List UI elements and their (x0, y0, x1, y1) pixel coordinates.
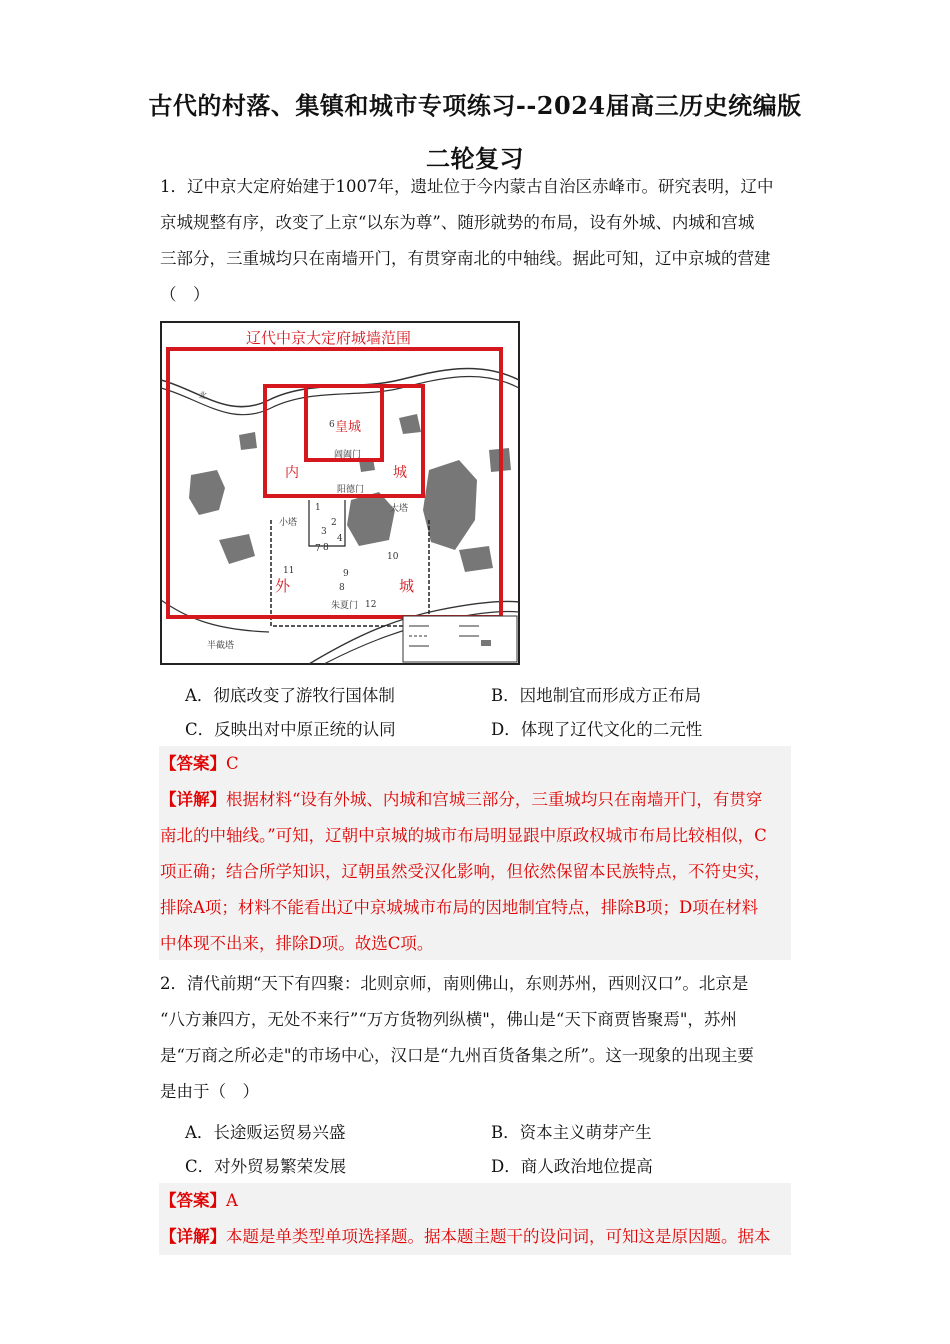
q1-answer-tag: 【答案】 (160, 754, 226, 773)
map-gate-palace: 阊阖门 (334, 450, 362, 460)
q1-option-b[interactable]: B．因地制宜而形成方正布局 (491, 686, 702, 705)
q2-stem (160, 966, 790, 1110)
q2-option-a[interactable]: A．长途贩运贸易兴盛 (185, 1123, 346, 1142)
q1-answer-box (159, 746, 791, 960)
q2-detail (159, 1219, 791, 1255)
q2-option-d[interactable]: D．商人政治地位提高 (491, 1157, 653, 1176)
map-inner-char2: 城 (393, 465, 407, 481)
map-site-number: 8 (339, 583, 345, 593)
q1-detail-line: 南北的中轴线。”可知，辽朝中京城的城市布局明显跟中原政权城市布局比较相似，C (160, 826, 767, 845)
q1-detail-line: 根据材料“设有外城、内城和宫城三部分，三重城均只在南墙开门，有贯穿 (226, 790, 763, 809)
q2-detail-line: 本题是单类型单项选择题。据本题主题干的设问词，可知这是原因题。据本 (226, 1227, 771, 1246)
q1-answer-value: C (226, 754, 239, 773)
map-outer-char1: 外 (275, 577, 291, 595)
q2-answer-box (159, 1183, 791, 1255)
q1-detail-line: 排除A项；材料不能看出辽中京城城市布局的因地制宜特点，排除B项；D项在材料 (160, 898, 759, 917)
q2-stem-line: 是“万商之所必走"的市场中心，汉口是“九州百货备集之所”。这一现象的出现主要 (160, 1046, 754, 1065)
q1-stem-line: 京城规整有序，改变了上京“以东为尊”、随形就势的布局，设有外城、内城和宫城 (160, 213, 755, 232)
map-site-number: 7 (315, 544, 321, 554)
q1-detail-tag: 【详解】 (160, 790, 226, 809)
q1-stem-line: 1．辽中京大定府始建于1007年，遗址位于今内蒙古自治区赤峰市。研究表明，辽中 (160, 177, 774, 196)
document-title-line1: 古代的村落、集镇和城市专项练习--2024届高三历史统编版 (148, 91, 802, 120)
document-title-line2: 二轮复习 (426, 144, 524, 173)
q2-answer-value: A (226, 1191, 238, 1210)
q1-detail-line: 中体现不出来，排除D项。故选C项。 (160, 934, 434, 953)
map-site-number: 11 (283, 566, 295, 576)
map-site-number: 6 (329, 420, 335, 430)
q2-stem-line: 是由于（ ） (160, 1082, 259, 1101)
map-site-number: 12 (365, 600, 377, 610)
map-outer-label: 辽代中京大定府城墙范围 (246, 329, 412, 347)
map-inner-char1: 内 (285, 465, 299, 481)
q1-stem-line: （ ） (160, 285, 210, 304)
q2-option-b[interactable]: B．资本主义萌芽产生 (491, 1123, 652, 1142)
map-site-number: 3 (321, 527, 327, 537)
q1-stem (160, 169, 790, 313)
liao-zhongjing-map (159, 320, 521, 666)
q2-detail-tag: 【详解】 (160, 1227, 226, 1246)
map-site-number: 2 (331, 518, 337, 528)
map-palace-label: 皇城 (335, 420, 362, 435)
map-outer-char2: 城 (399, 577, 415, 595)
map-big-pagoda: 大塔 (390, 504, 409, 514)
q2-answer-tag: 【答案】 (160, 1191, 226, 1210)
q1-option-d[interactable]: D．体现了辽代文化的二元性 (491, 720, 703, 739)
map-site-number: 1 (315, 503, 321, 513)
q2-answer-line (159, 1183, 791, 1219)
q1-option-a[interactable]: A．彻底改变了游牧行国体制 (185, 686, 395, 705)
q2-stem-line: “八方兼四方，无处不来行”“万方货物列纵横"，佛山是“天下商贾皆聚焉"，苏州 (160, 1010, 737, 1029)
map-site-number: 4 (337, 534, 343, 544)
q2-option-c[interactable]: C．对外贸易繁荣发展 (185, 1157, 347, 1176)
q1-stem-line: 三部分，三重城均只在南墙开门，有贯穿南北的中轴线。据此可知，辽中京城的营建 (160, 249, 771, 268)
map-gate-inner: 阳德门 (337, 485, 365, 495)
map-gate-outer: 朱夏门 (331, 601, 359, 611)
map-small-pagoda: 小塔 (279, 518, 298, 528)
map-half-pagoda: 半截塔 (207, 641, 235, 651)
q1-detail (159, 782, 791, 818)
q2-stem-line: 2．清代前期“天下有四聚：北则京师，南则佛山，东则苏州，西则汉口”。北京是 (160, 974, 749, 993)
q1-option-c[interactable]: C．反映出对中原正统的认同 (185, 720, 396, 739)
q1-answer-line (159, 746, 791, 782)
q1-detail-line: 项正确；结合所学知识，辽朝虽然受汉化影响，但依然保留本民族特点，不符史实， (160, 862, 771, 881)
map-north-mark: 北 (199, 391, 207, 400)
map-site-number: 10 (387, 552, 399, 562)
map-site-number: 8 (323, 543, 329, 553)
map-site-number: 9 (343, 569, 349, 579)
